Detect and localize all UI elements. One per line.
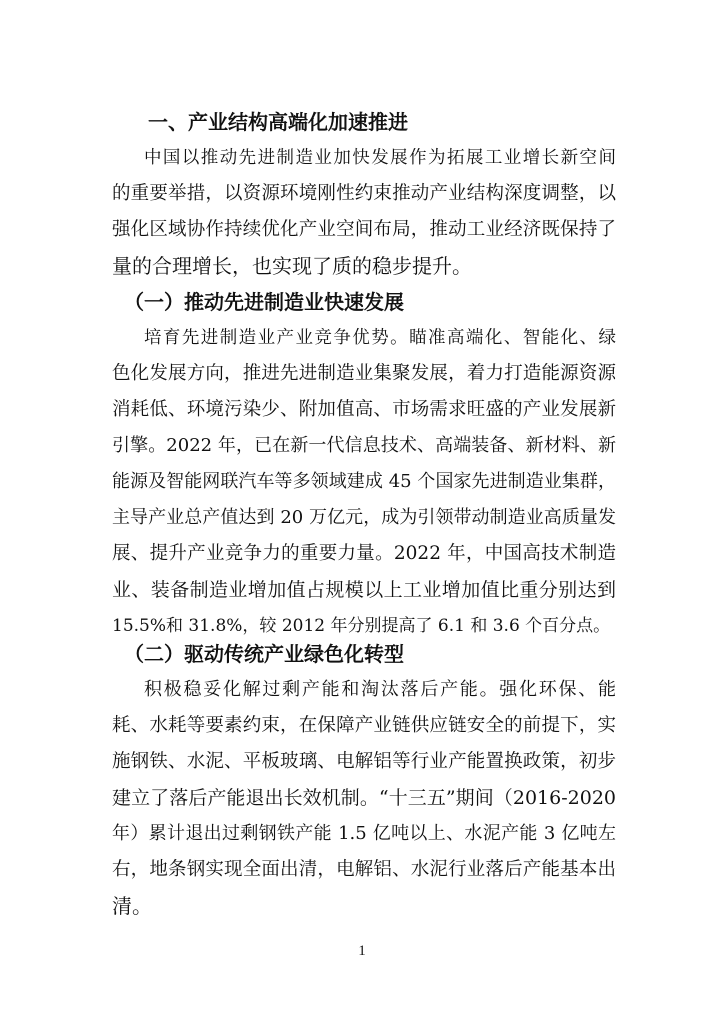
paragraph-line: 展、提升产业竞争力的重要力量。2022 年，中国高技术制造 [112, 543, 616, 564]
paragraph-line: 积极稳妥化解过剩产能和淘汰落后产能。强化环保、能 [144, 679, 616, 700]
paragraph-line: 强化区域协作持续优化产业空间布局，推动工业经济既保持了 [112, 219, 616, 240]
subsection-heading-1: （一）推动先进制造业快速发展 [124, 290, 404, 314]
paragraph-line: 耗、水耗等要素约束，在保障产业链供应链安全的前提下，实 [112, 715, 616, 736]
section-heading: 一、产业结构高端化加速推进 [148, 110, 408, 134]
page-number: 1 [358, 943, 366, 959]
paragraph-line: 右，地条钢实现全面出清，电解铝、水泥行业落后产能基本出 [112, 859, 616, 880]
paragraph-line: 施钢铁、水泥、平板玻璃、电解铝等行业产能置换政策，初步 [112, 751, 616, 772]
paragraph-line: 消耗低、环境污染少、附加值高、市场需求旺盛的产业发展新 [112, 399, 616, 420]
paragraph-line: 培育先进制造业产业竞争优势。瞄准高端化、智能化、绿 [144, 328, 616, 348]
paragraph-line: 引擎。2022 年，已在新一代信息技术、高端装备、新材料、新 [112, 435, 616, 456]
paragraph-line: 能源及智能网联汽车等多领域建成 45 个国家先进制造业集群， [112, 471, 616, 492]
paragraph-line: 清。 [112, 894, 152, 918]
paragraph-line: 年）累计退出过剩钢铁产能 1.5 亿吨以上、水泥产能 3 亿吨左 [112, 823, 616, 844]
intro-paragraph [112, 140, 616, 284]
paragraph-line: 主导产业总产值达到 20 万亿元，成为引领带动制造业高质量发 [112, 507, 616, 528]
paragraph-line: 色化发展方向，推进先进制造业集聚发展，着力打造能源资源 [112, 363, 616, 384]
paragraph-line: 建立了落后产能退出长效机制。“十三五”期间（2016-2020 [112, 787, 616, 809]
paragraph-line: 量的合理增长，也实现了质的稳步提升。 [112, 254, 472, 278]
paragraph-line: 15.5%和 31.8%，较 2012 年分别提高了 6.1 和 3.6 个百分点。 [112, 616, 611, 636]
paragraph-line: 的重要举措，以资源环境刚性约束推动产业结构深度调整，以 [112, 183, 616, 204]
paragraph-line: 业、装备制造业增加值占规模以上工业增加值比重分别达到 [112, 579, 616, 601]
paragraph-line: 中国以推动先进制造业加快发展作为拓展工业增长新空间 [144, 148, 616, 168]
subsection-1-paragraph [112, 320, 616, 644]
subsection-heading-2: （二）驱动传统产业绿色化转型 [124, 642, 404, 666]
subsection-2-paragraph [112, 672, 616, 924]
